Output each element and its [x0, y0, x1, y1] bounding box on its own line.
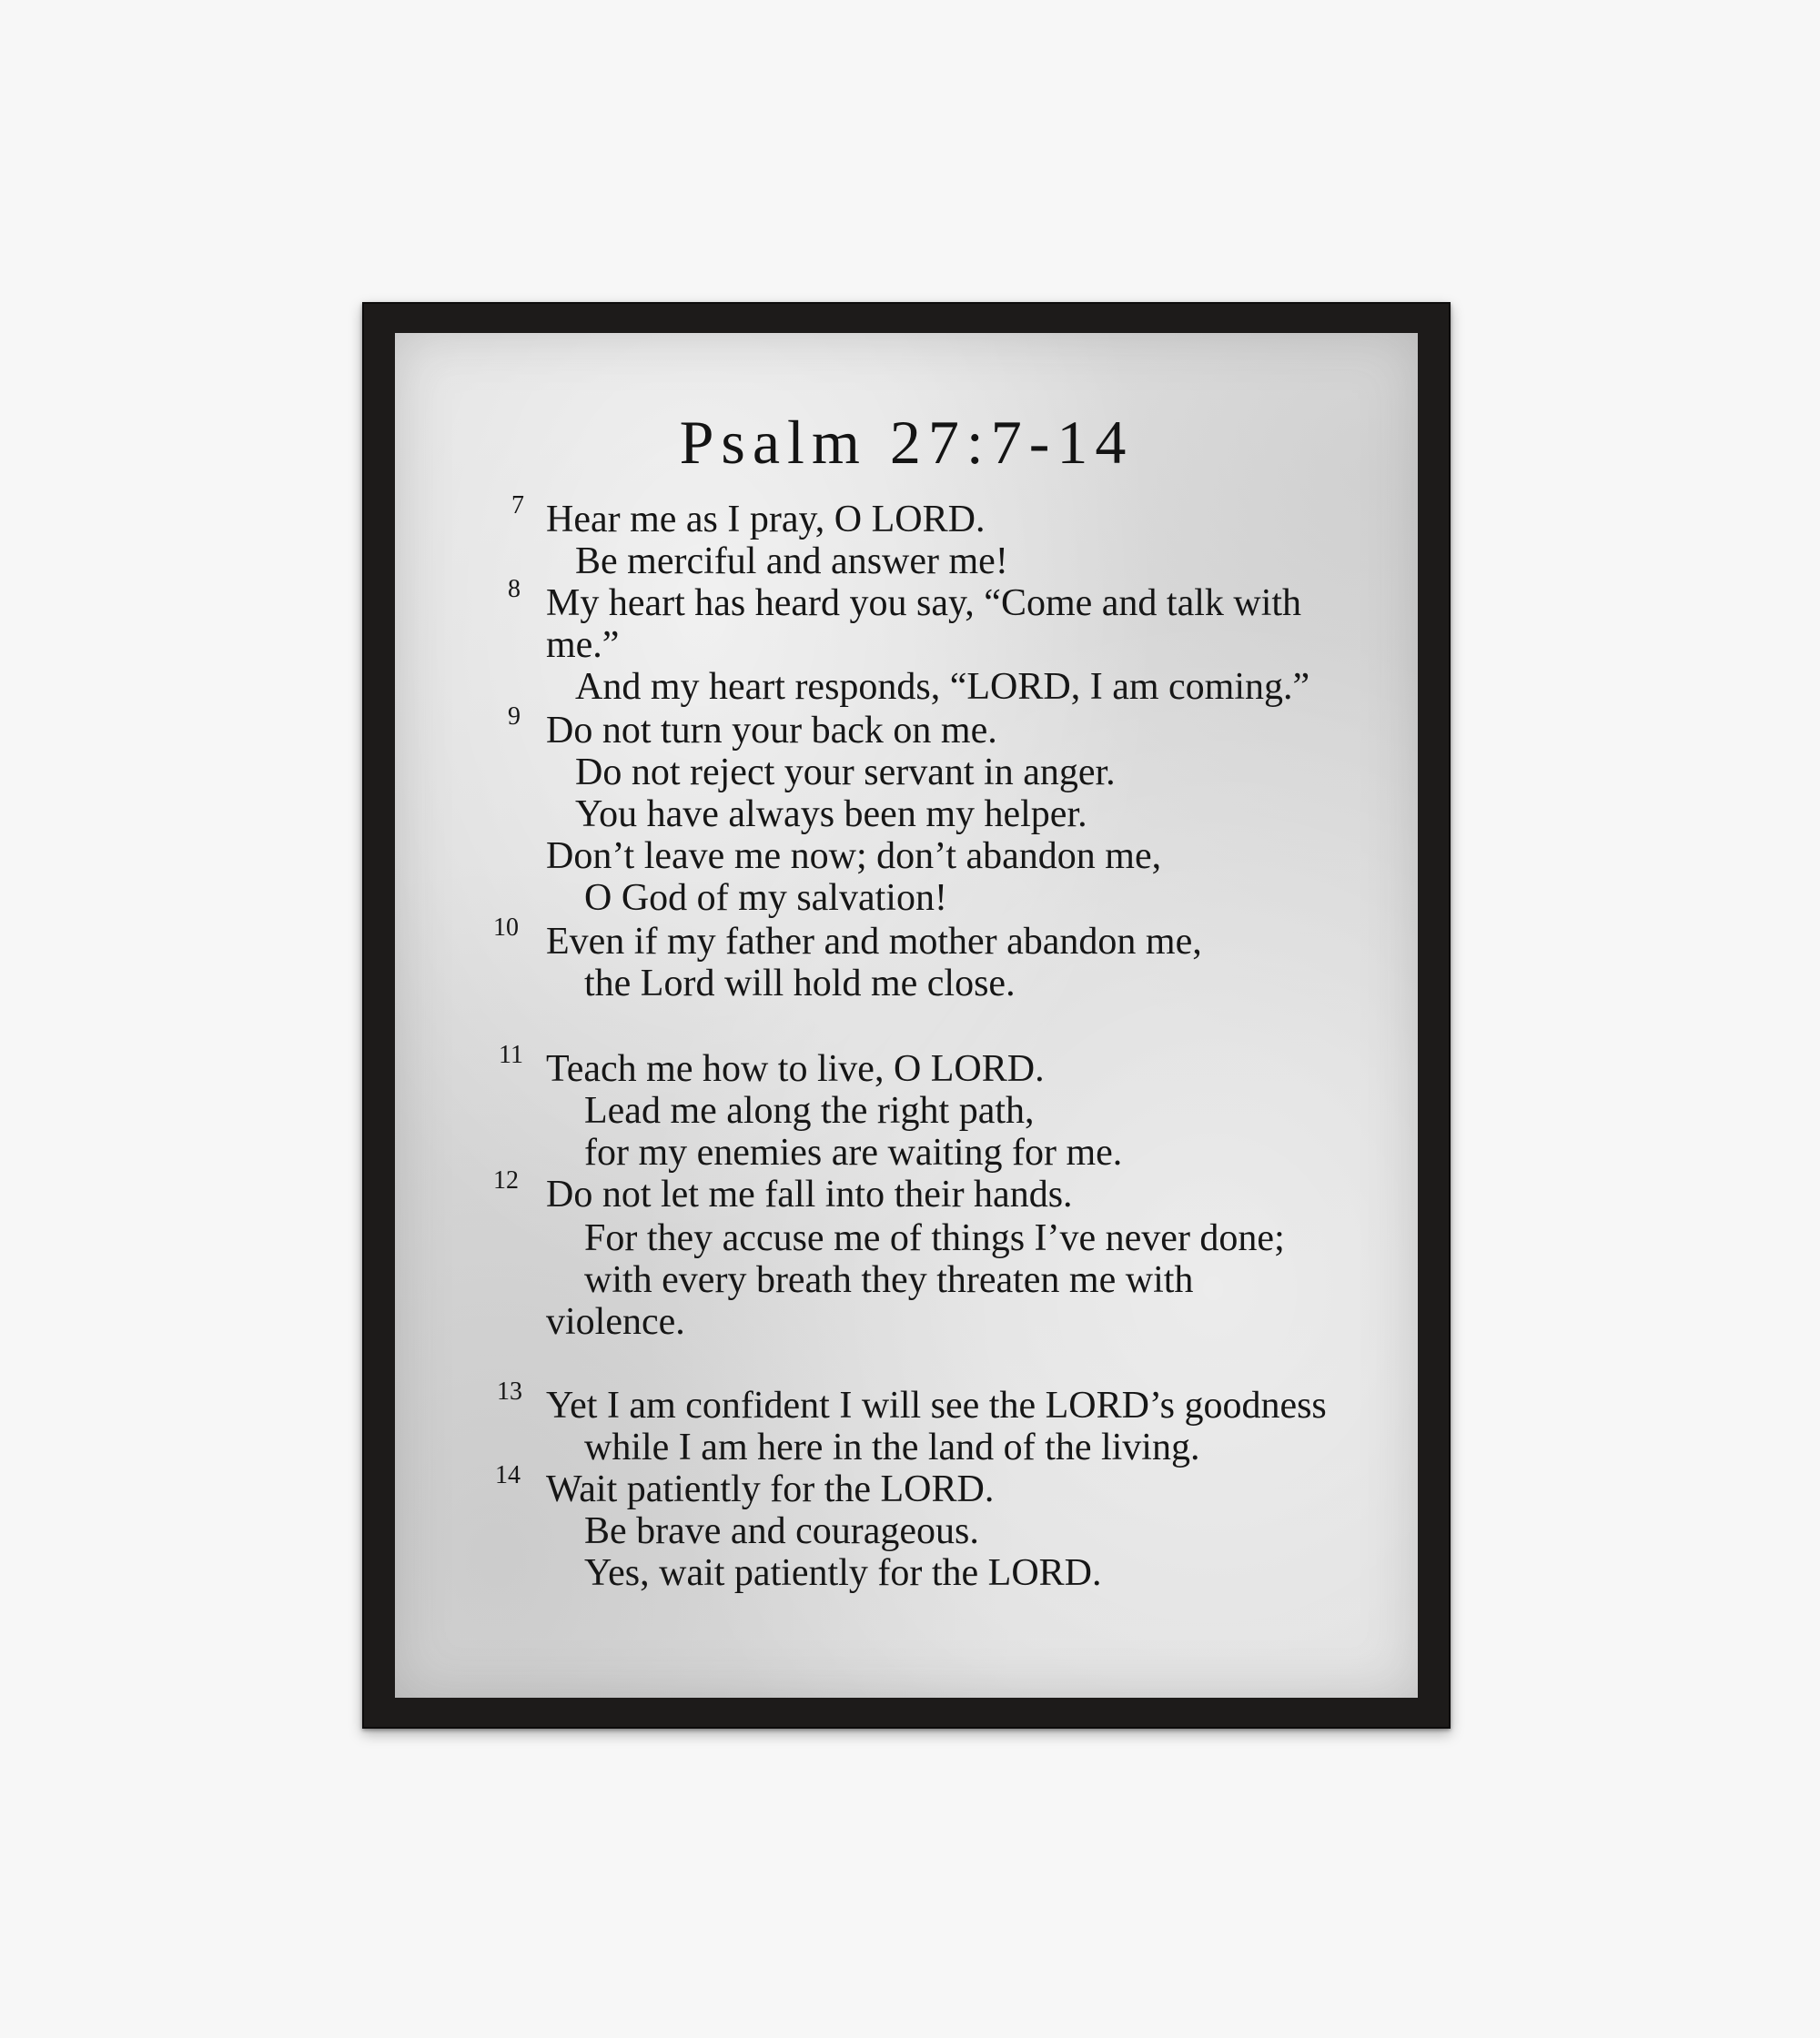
verse-line: Be brave and courageous. — [584, 1510, 979, 1552]
verse-line: Yet I am confident I will see the LORD’s goodness — [546, 1385, 1327, 1427]
verse-number: 11 — [499, 1041, 523, 1069]
verse-number: 9 — [508, 702, 521, 731]
verse-line: violence. — [546, 1301, 685, 1343]
verse-number: 13 — [497, 1377, 522, 1406]
verse-line: Be merciful and answer me! — [575, 540, 1008, 582]
verse-number: 7 — [511, 491, 524, 520]
verse-line: My heart has heard you say, “Come and talk with — [546, 582, 1302, 624]
verse-line: while I am here in the land of the living. — [584, 1427, 1200, 1468]
verse-line: for my enemies are waiting for me. — [584, 1132, 1123, 1174]
verse-number: 10 — [493, 913, 519, 942]
verse-line: Yes, wait patiently for the LORD. — [584, 1552, 1102, 1594]
verse-line: Even if my father and mother abandon me, — [546, 921, 1202, 963]
verse-line: For they accuse me of things I’ve never done; — [584, 1217, 1285, 1259]
verse-line: the Lord will hold me close. — [584, 963, 1016, 1004]
verse-line: You have always been my helper. — [575, 793, 1087, 835]
picture-frame — [362, 302, 1451, 1729]
verse-line: Teach me how to live, O LORD. — [546, 1048, 1045, 1090]
verse-line: Wait patiently for the LORD. — [546, 1468, 995, 1510]
verse-line: me.” — [546, 624, 620, 666]
verse-line: with every breath they threaten me with — [584, 1259, 1194, 1301]
verse-line: O God of my salvation! — [584, 877, 947, 919]
verse-line: Lead me along the right path, — [584, 1090, 1035, 1132]
verse-line: Do not let me fall into their hands. — [546, 1174, 1073, 1216]
verse-line: And my heart responds, “LORD, I am coming.” — [575, 666, 1310, 708]
poster-paper — [395, 333, 1418, 1698]
verse-line: Do not turn your back on me. — [546, 710, 997, 752]
poster-title: Psalm 27:7-14 — [679, 408, 1134, 477]
verse-line: Do not reject your servant in anger. — [575, 752, 1116, 793]
verse-number: 14 — [495, 1461, 521, 1489]
verse-number: 12 — [493, 1166, 519, 1195]
verse-number: 8 — [508, 575, 521, 603]
verse-line: Don’t leave me now; don’t abandon me, — [546, 835, 1162, 877]
verse-line: Hear me as I pray, O LORD. — [546, 499, 986, 540]
